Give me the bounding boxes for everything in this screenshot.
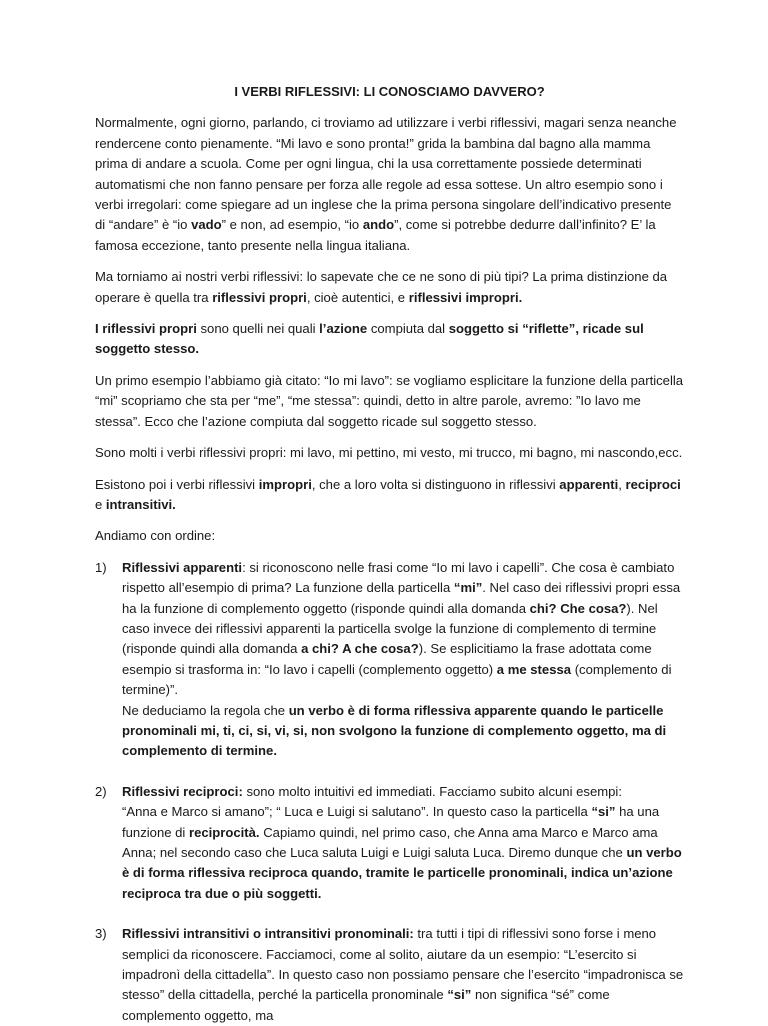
list-number: 1) bbox=[95, 559, 107, 575]
paragraph-intro: Normalmente, ogni giorno, parlando, ci troviamo ad utilizzare i verbi riflessivi, magari senza neanche rendercene conto pienamente. “Mi lavo e sono pronta!” grida la bambina dal bagno alla mamma prima di andare a scuola. Come per ogni lingua, chi la usa correttamente possiede determinati automatismi che non fanno pensare per forza alle regole ad essa sottese. Un altro esempio sono i verbi irregolari: come spiegare ad un inglese che la prima persona singolare dell’indicativo presente di “andare” è “io vado” e non, ad esempio, “io ando”, come si potrebbe dedurre dall’infinito? E’ la famosa eccezione, tanto presente nella lingua italiana. bbox=[95, 115, 677, 253]
paragraph-order: Andiamo con ordine: bbox=[95, 528, 216, 544]
paragraph-definition-propri: I riflessivi propri sono quelli nei quali l’azione compiuta dal soggetto si “riflette”, ricade sul soggetto stesso. bbox=[95, 321, 644, 357]
paragraph-impropri: Esistono poi i verbi riflessivi impropri, che a loro volta si distinguono in riflessivi apparenti, reciproci e intransitivi. bbox=[95, 476, 681, 512]
list-number: 2) bbox=[95, 783, 107, 799]
list-item-apparenti: 1) Riflessivi apparenti: si riconoscono nelle frasi come “Io mi lavo i capelli”. Che cosa è cambiato rispetto all’esempio di prima? La funzione della particella “mi”. Nel caso dei riflessivi propri essa ha la funzione di complemento oggetto (risponde quindi alla domanda chi? Che cosa?). Nel caso invece dei riflessivi apparenti la particella svolge la funzione di complemento di termine (risponde quindi alla domanda a chi? A che cosa?). Se esplicitiamo la frase adottata come esempio si trasforma in: “Io lavo i capelli (complemento oggetto) a me stessa (complemento di termine)”. Ne deduciamo la regola che un verbo è di forma riflessiva apparente quando le particelle pronominali mi, ti, ci, si, vi, si, non svolgono la funzione di complemento oggetto, ma di complemento di termine. bbox=[95, 559, 681, 759]
paragraph-list-propri: Sono molti i verbi riflessivi propri: mi lavo, mi pettino, mi vesto, mi trucco, mi bagno, mi nascondo,ecc. bbox=[95, 445, 683, 461]
document-title: I VERBI RIFLESSIVI: LI CONOSCIAMO DAVVERO? bbox=[234, 84, 545, 99]
list-number: 3) bbox=[95, 926, 107, 942]
list-item-reciproci: 2) Riflessivi reciproci: sono molto intuitivi ed immediati. Facciamo subito alcuni esempi: “Anna e Marco si amano”; “ Luca e Luigi si salutano”. In questo caso la particella “si” ha una funzione di reciprocità. Capiamo quindi, nel primo caso, che Anna ama Marco e Marco ama Anna; nel secondo caso che Luca saluta Luigi e Luigi saluta Luca. Diremo dunque che un verbo è di forma riflessiva reciproca quando, tramite le particelle pronominali, indica un’azione reciproca tra due o più soggetti. bbox=[95, 783, 682, 901]
paragraph-example: Un primo esempio l’abbiamo già citato: “Io mi lavo”: se vogliamo esplicitare la funzione della particella “mi” scopriamo che sta per “me”, “me stessa”: quindi, detto in altre parole, avremo: ”Io lavo me stessa”. Ecco che l’azione compiuta dal soggetto ricade sul soggetto stesso. bbox=[95, 372, 684, 429]
paragraph-distinction: Ma torniamo ai nostri verbi riflessivi: lo sapevate che ce ne sono di più tipi? La prima distinzione da operare è quella tra riflessivi propri, cioè autentici, e riflessivi impropri. bbox=[95, 269, 668, 305]
numbered-list bbox=[95, 558, 684, 1026]
list-item-intransitivi: 3) Riflessivi intransitivi o intransitivi pronominali: tra tutti i tipi di riflessivi sono forse i meno semplici da riconoscere. Facciamoci, come al solito, aiutare da un esempio: “L’esercito si impadronì della cittadella”. In questo caso non possiamo pensare che l’esercito “impadronisca se stesso” della cittadella, perché la particella pronominale “si” non significa “sé” come complemento oggetto, ma bbox=[95, 926, 684, 1023]
